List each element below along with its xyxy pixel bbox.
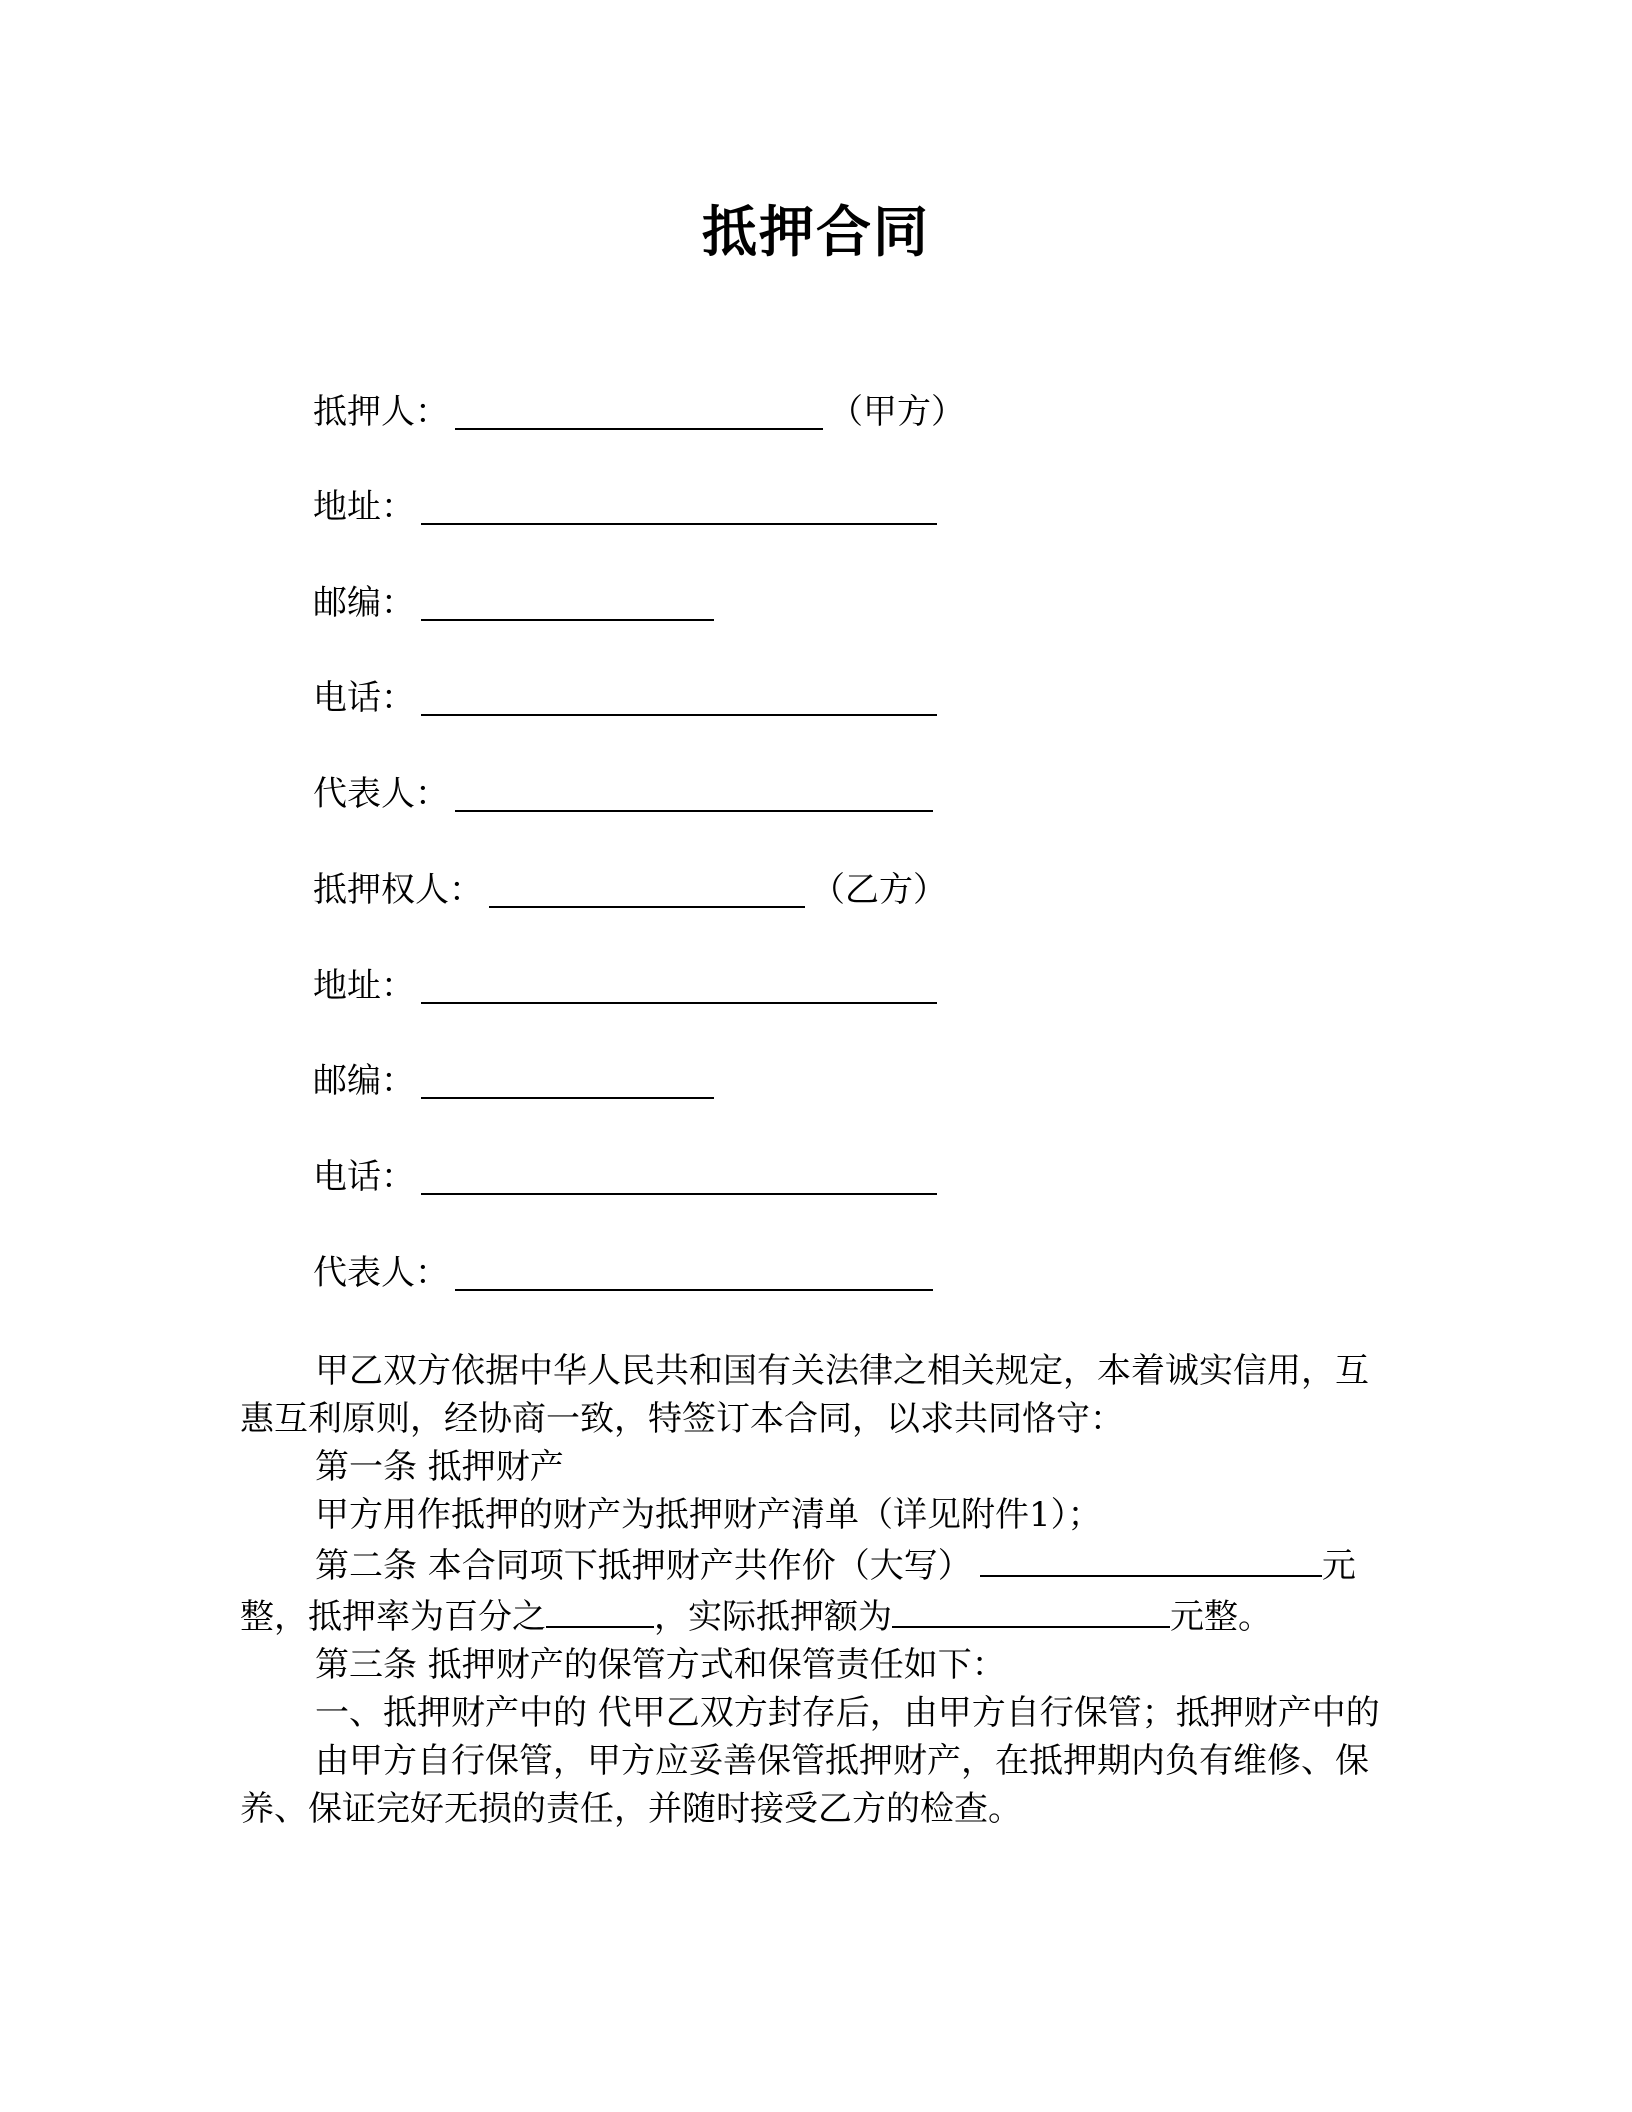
article-2-text-2: 元整，抵押率为百分之 [240, 1546, 1356, 1637]
party-a-postcode-label: 邮编： [313, 583, 415, 623]
party-b-postcode-blank[interactable] [421, 1057, 714, 1099]
party-b-postcode-label: 邮编： [313, 1061, 415, 1101]
document-title: 抵押合同 [701, 200, 930, 264]
party-a-phone-blank[interactable] [421, 674, 937, 716]
party-a-postcode-field [313, 579, 714, 627]
article-3-item-1: 一、抵押财产中的 代甲乙双方封存后，由甲方自行保管；抵押财产中的 [315, 1693, 1380, 1733]
mortgagee-field [313, 866, 947, 914]
party-a-address-label: 地址： [313, 487, 415, 527]
party-b-representative-blank[interactable] [455, 1249, 933, 1291]
mortgagee-blank[interactable] [489, 866, 805, 908]
party-a-phone-field [313, 674, 937, 722]
article-2-text-3: ，实际抵押额为 [654, 1597, 892, 1637]
party-a-address-field [313, 483, 937, 531]
party-a-phone-label: 电话： [313, 678, 415, 718]
article-2-text-4: 元整。 [1170, 1597, 1272, 1637]
mortgagor-label: 抵押人： [313, 392, 449, 432]
party-b-phone-blank[interactable] [421, 1153, 937, 1195]
article-1-text: 甲方用作抵押的财产为抵押财产清单（详见附件1）； [315, 1495, 1102, 1535]
party-a-address-blank[interactable] [421, 483, 937, 525]
party-b-address-field [313, 962, 937, 1010]
party-b-phone-label: 电话： [313, 1157, 415, 1197]
preamble-paragraph: 甲乙双方依据中华人民共和国有关法律之相关规定，本着诚实信用，互惠互利原则，经协商一致，特签订本合同，以求共同恪守： [240, 1351, 1369, 1439]
party-b-phone-field [313, 1153, 937, 1201]
party-a-representative-field [313, 770, 933, 818]
contract-body [240, 1347, 1390, 1833]
party-a-postcode-blank[interactable] [421, 579, 714, 621]
mortgagee-label: 抵押权人： [313, 870, 483, 910]
party-a-representative-blank[interactable] [455, 770, 933, 812]
article-2-text-1: 第二条 本合同项下抵押财产共作价（大写） [315, 1546, 972, 1586]
mortgagee-suffix: （乙方） [811, 870, 947, 910]
party-a-representative-label: 代表人： [313, 774, 449, 814]
party-b-address-blank[interactable] [421, 962, 937, 1004]
article-1-title: 第一条 抵押财产 [315, 1447, 564, 1487]
article-3-item-2: 由甲方自行保管，甲方应妥善保管抵押财产，在抵押期内负有维修、保养、保证完好无损的责任，并随时接受乙方的检查。 [240, 1741, 1369, 1829]
mortgagor-field [313, 388, 965, 436]
actual-amount-blank[interactable] [892, 1590, 1170, 1628]
article-2-paragraph [240, 1539, 1390, 1641]
article-3-title: 第三条 抵押财产的保管方式和保管责任如下： [315, 1645, 1006, 1685]
party-b-representative-label: 代表人： [313, 1253, 449, 1293]
party-b-address-label: 地址： [313, 966, 415, 1006]
mortgagor-suffix: （甲方） [829, 392, 965, 432]
valuation-blank[interactable] [980, 1539, 1322, 1577]
mortgage-rate-blank[interactable] [546, 1590, 654, 1628]
party-b-representative-field [313, 1249, 933, 1297]
mortgagor-blank[interactable] [455, 388, 823, 430]
party-b-postcode-field [313, 1057, 714, 1105]
